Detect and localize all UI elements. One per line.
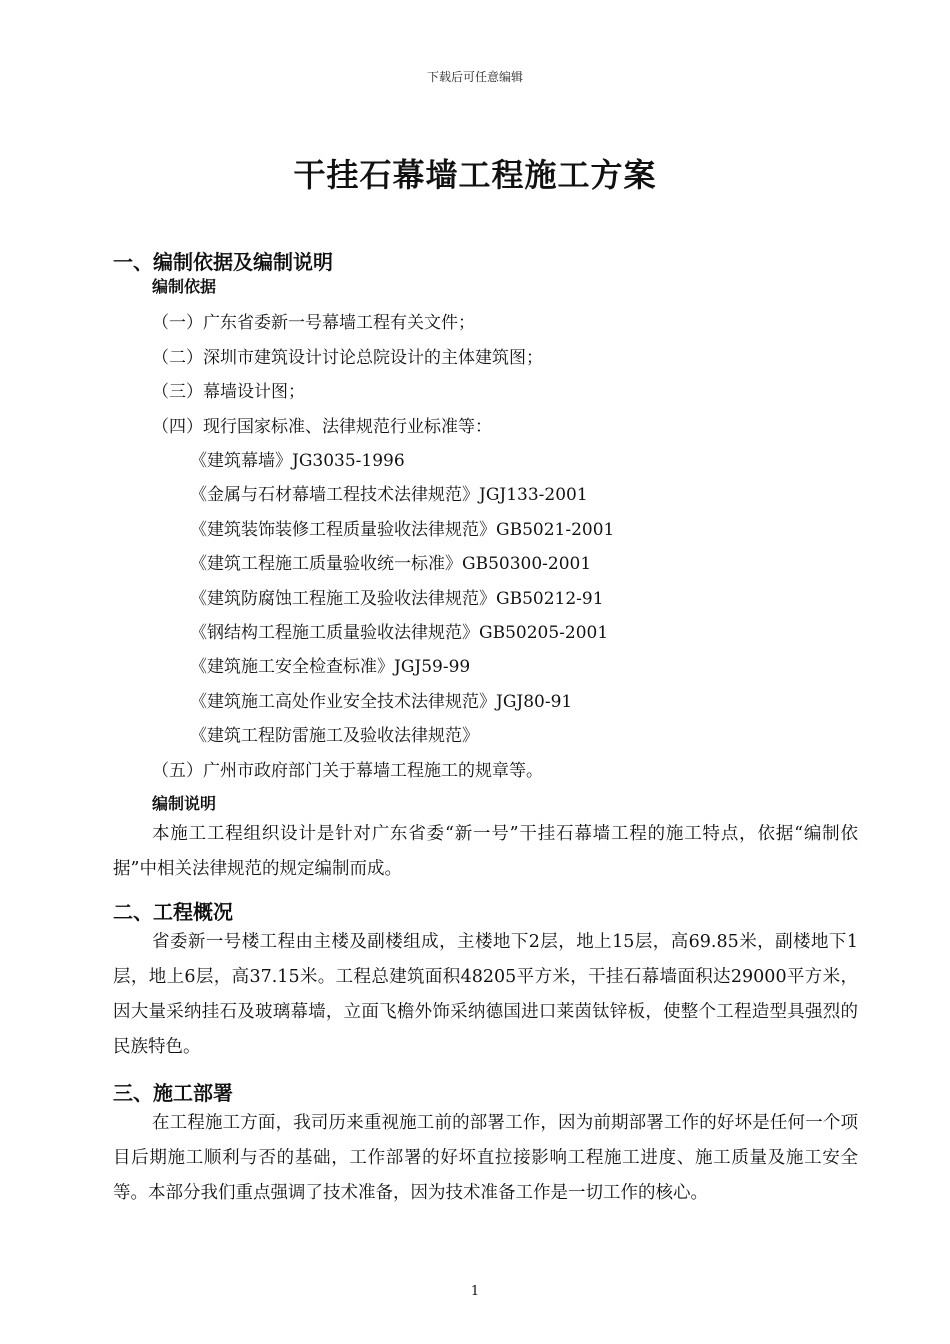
basis-item: （五）广州市政府部门关于幕墙工程施工的规章等。 (152, 761, 543, 781)
basis-item: （三）幕墙设计图； (152, 382, 305, 402)
basis-item: （二）深圳市建筑设计讨论总院设计的主体建筑图； (152, 348, 543, 368)
subheading-basis: 编制依据 (152, 277, 217, 296)
basis-item: （四）现行国家标准、法律规范行业标准等： (152, 417, 492, 437)
header-note: 下载后可任意编辑 (426, 70, 523, 84)
standard-item: 《建筑幕墙》JG3035-1996 (190, 451, 405, 471)
deployment-paragraph: 在工程施工方面，我司历来重视施工前的部署工作，因为前期部署工作的好坏是任何一个项目后期施工顺利与否的基础，工作部署的好坏直拉接影响工程施工进度、施工质量及施工安全等。本部分我们重点强调了技术准备，因为技术准备工作是一切工作的核心。 (113, 1113, 858, 1203)
document-title: 干挂石幕墙工程施工方案 (293, 156, 657, 194)
standard-item: 《建筑施工高处作业安全技术法律规范》JGJ80-91 (190, 692, 573, 712)
explain-paragraph: 本施工工程组织设计是针对广东省委“新一号”干挂石幕墙工程的施工特点，依据“编制依据”中相关法律规范的规定编制而成。 (113, 824, 858, 879)
standard-item: 《金属与石材幕墙工程技术法律规范》JGJ133-2001 (190, 485, 588, 505)
standard-item: 《建筑施工安全检查标准》JGJ59-99 (190, 657, 471, 677)
standard-item: 《建筑防腐蚀工程施工及验收法律规范》GB50212-91 (190, 589, 604, 609)
standard-item: 《建筑工程施工质量验收统一标准》GB50300-2001 (190, 554, 592, 574)
page-number: 1 (470, 1284, 480, 1299)
section-heading-3: 三、施工部署 (113, 1081, 233, 1105)
section-heading-1: 一、编制依据及编制说明 (113, 250, 333, 274)
standard-item: 《钢结构工程施工质量验收法律规范》GB50205-2001 (190, 623, 609, 643)
subheading-explain: 编制说明 (152, 794, 217, 813)
overview-paragraph: 省委新一号楼工程由主楼及副楼组成，主楼地下2层，地上15层，高69.85米，副楼地下1层，地上6层，高37.15米。工程总建筑面积48205平方米，干挂石幕墙面积达29000平方米，因大量采纳挂石及玻璃幕墙，立面飞檐外饰采纳德国进口莱茵钛锌板，使整个工程造型具强烈的民族特色。 (113, 932, 858, 1057)
standard-item: 《建筑装饰装修工程质量验收法律规范》GB5021-2001 (190, 520, 615, 540)
basis-item: （一）广东省委新一号幕墙工程有关文件； (152, 313, 475, 333)
section-heading-2: 二、工程概况 (113, 900, 233, 924)
standard-item: 《建筑工程防雷施工及验收法律规范》 (190, 726, 479, 746)
